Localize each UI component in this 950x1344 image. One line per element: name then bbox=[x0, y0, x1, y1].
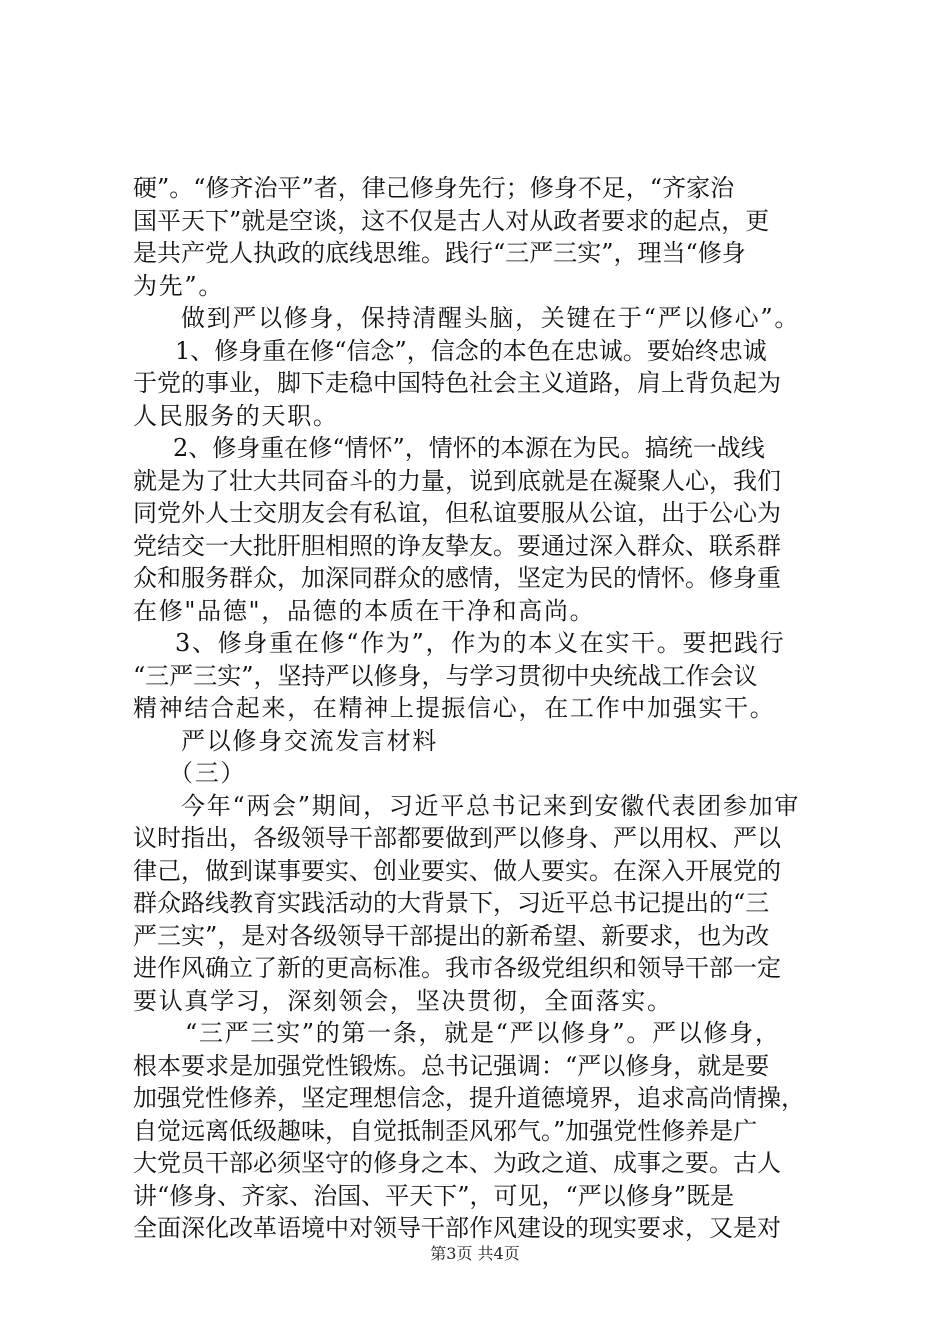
page-number: 第3页 共4页 bbox=[430, 1244, 520, 1263]
text-line: 讲“修身、齐家、治国、平天下”，可见，“严以修身”既是 bbox=[133, 1181, 735, 1210]
text-line: 全面深化改革语境中对领导干部作风建设的现实要求，又是对 bbox=[133, 1214, 781, 1242]
text-line: 在修"品德"，品德的本质在干净和高尚。 bbox=[133, 596, 596, 625]
text-line: 要认真学习，深刻领会，坚决贯彻，全面落实。 bbox=[133, 986, 673, 1015]
text-line: 议时指出，各级领导干部都要做到严以修身、严以用权、严以 bbox=[133, 824, 781, 852]
text-line: 自觉远离低级趣味，自觉抵制歪风邪气。”加强党性修养是广 bbox=[133, 1116, 758, 1145]
text-line: 3、修身重在修“作为”，作为的本义在实干。要把践行 bbox=[175, 629, 786, 657]
text-line: 同党外人士交朋友会有私谊，但私谊要服从公谊，出于公心为 bbox=[133, 499, 781, 527]
text-line: 根本要求是加强党性锻炼。总书记强调：“严以修身，就是要 bbox=[133, 1051, 770, 1080]
text-line: 精神结合起来，在精神上提振信心，在工作中加强实干。 bbox=[133, 694, 776, 722]
text-line: 众和服务群众，加深同群众的感情，坚定为民的情怀。修身重 bbox=[133, 564, 781, 592]
text-line: 是共产党人执政的底线思维。践行“三严三实”，理当“修身 bbox=[133, 239, 746, 267]
document-body bbox=[133, 172, 833, 1245]
text-line: 进作风确立了新的更高标准。我市各级党组织和领导干部一定 bbox=[133, 954, 781, 982]
text-line: 党结交一大批肝胆相照的诤友挚友。要通过深入群众、联系群 bbox=[133, 531, 781, 560]
text-line: 硬”。“修齐治平”者，律己修身先行；修身不足，“齐家治 bbox=[133, 174, 735, 202]
text-line: 群众路线教育实践活动的大背景下，习近平总书记提出的“三 bbox=[133, 889, 770, 917]
section-title: 严以修身交流发言材料 bbox=[181, 726, 438, 755]
text-line: 律己，做到谋事要实、创业要实、做人要实。在深入开展党的 bbox=[133, 856, 781, 885]
text-line: 于党的事业，脚下走稳中国特色社会主义道路，肩上背负起为 bbox=[133, 369, 781, 397]
text-line: “三严三实”的第一条，就是“严以修身”。严以修身， bbox=[185, 1019, 781, 1047]
text-line: 就是为了壮大共同奋斗的力量，说到底就是在凝聚人心，我们 bbox=[133, 466, 781, 495]
text-line: 人民服务的天职。 bbox=[133, 401, 339, 430]
text-line: 严三实”，是对各级领导干部提出的新希望、新要求，也为改 bbox=[133, 921, 770, 950]
text-line: 大党员干部必须坚守的修身之本、为政之道、成事之要。古人 bbox=[133, 1149, 781, 1177]
text-line: 1、修身重在修“信念”，信念的本色在忠诚。要始终忠诚 bbox=[175, 336, 767, 365]
text-line: 国平天下”就是空谈，这不仅是古人对从政者要求的起点，更 bbox=[133, 206, 770, 235]
text-line: 今年“两会”期间，习近平总书记来到安徽代表团参加审 bbox=[181, 791, 801, 820]
text-line: 做到严以修身，保持清醒头脑，关键在于“严以修心”。 bbox=[181, 304, 801, 332]
text-line: 2、修身重在修“情怀”，情怀的本源在为民。搞统一战线 bbox=[173, 434, 765, 462]
text-line: 为先”。 bbox=[133, 271, 225, 300]
text-line: 加强党性修养，坚定理想信念，提升道德境界，追求高尚情操， bbox=[133, 1084, 805, 1112]
text-line: “三严三实”，坚持严以修身，与学习贯彻中央统战工作会议 bbox=[133, 661, 758, 690]
section-number: （三） bbox=[169, 759, 247, 787]
